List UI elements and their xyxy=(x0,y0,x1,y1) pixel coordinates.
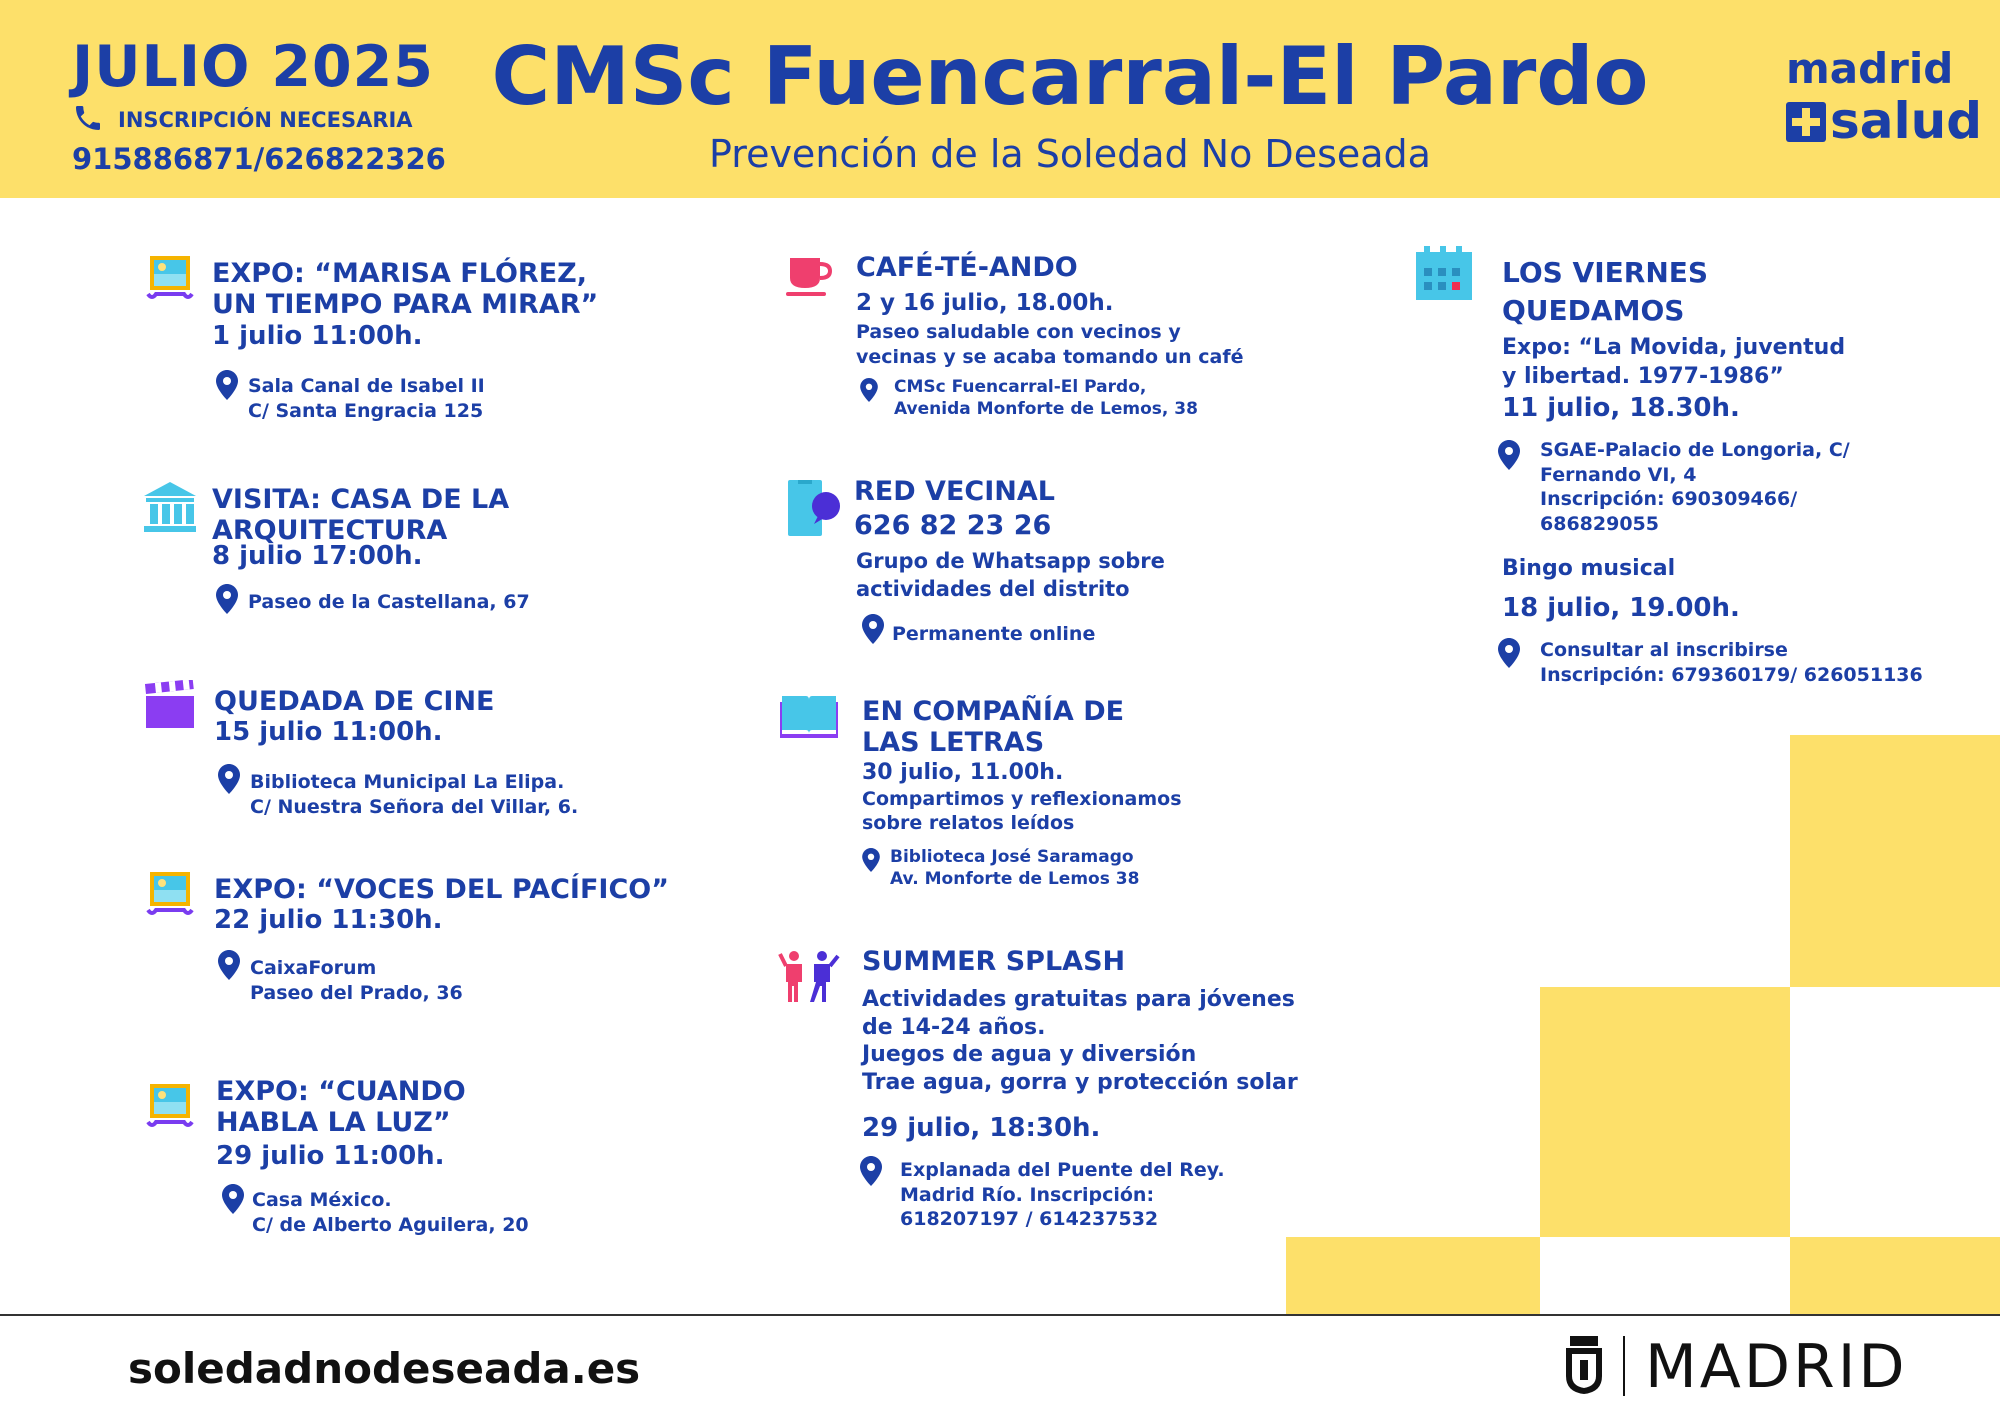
deco-square xyxy=(1540,987,1790,1237)
event-location: Consultar al inscribirse Inscripción: 679360179/ 626051136 xyxy=(1540,639,1923,686)
registration-note: INSCRIPCIÓN NECESARIA xyxy=(118,108,413,132)
event-location: CaixaForum Paseo del Prado, 36 xyxy=(250,957,463,1004)
event-location: SGAE-Palacio de Longoria, C/ Fernando VI, 4 Inscripción: 690309466/ 686829055 xyxy=(1540,439,1850,536)
logo-text-top: madrid xyxy=(1786,44,1954,93)
event-title: EN COMPAÑÍA DE LAS LETRAS xyxy=(862,696,1125,759)
page-title: CMSc Fuencarral-El Pardo xyxy=(491,30,1649,123)
page-subtitle: Prevención de la Soledad No Deseada xyxy=(709,132,1431,176)
cross-icon xyxy=(1786,102,1826,142)
event-description: Bingo musical xyxy=(1502,556,1676,581)
event-title: VISITA: CASA DE LA ARQUITECTURA xyxy=(212,484,510,547)
event-date: 29 julio, 18:30h. xyxy=(862,1113,1101,1143)
location-pin-icon xyxy=(1498,440,1520,470)
event-date: 22 julio 11:30h. xyxy=(214,905,443,935)
month-title: JULIO 2025 xyxy=(72,34,434,100)
museum-icon xyxy=(142,478,198,534)
location-pin-icon xyxy=(862,848,880,872)
event-date: 1 julio 11:00h. xyxy=(212,321,423,351)
event-date: 29 julio 11:00h. xyxy=(216,1141,445,1171)
event-location: Biblioteca José Saramago Av. Monforte de Lemos 38 xyxy=(890,847,1140,890)
location-pin-icon xyxy=(862,614,884,644)
event-phone: 626 82 23 26 xyxy=(854,510,1052,541)
event-description: Expo: “La Movida, juventud y libertad. 1977-1986” xyxy=(1502,335,1846,389)
location-pin-icon xyxy=(860,1156,882,1186)
calendar-icon xyxy=(1414,246,1474,302)
open-book-icon xyxy=(780,692,838,740)
event-date: 15 julio 11:00h. xyxy=(214,717,443,747)
location-pin-icon xyxy=(1498,638,1520,668)
coffee-cup-icon xyxy=(786,254,834,302)
event-location: Biblioteca Municipal La Elipa. C/ Nuestra Señora del Villar, 6. xyxy=(250,771,579,818)
footer-divider xyxy=(0,1314,2000,1316)
picture-icon xyxy=(146,254,194,302)
event-description: Paseo saludable con vecinos y vecinas y se acaba tomando un café xyxy=(856,321,1244,368)
event-title: SUMMER SPLASH xyxy=(862,946,1126,977)
event-title: QUEDADA DE CINE xyxy=(214,686,495,717)
deco-square xyxy=(1790,1237,2000,1314)
event-date: 2 y 16 julio, 18.00h. xyxy=(856,290,1114,316)
picture-icon xyxy=(146,870,194,918)
logo-text-bottom: salud xyxy=(1830,92,1983,150)
event-title: EXPO: “CUANDO HABLA LA LUZ” xyxy=(216,1076,466,1139)
registration-phones: 915886871/626822326 xyxy=(72,142,446,176)
logo-separator xyxy=(1623,1336,1625,1396)
location-pin-icon xyxy=(860,378,878,402)
event-description: Grupo de Whatsapp sobre actividades del distrito xyxy=(856,549,1165,601)
madrid-shield-icon xyxy=(1562,1336,1606,1396)
location-pin-icon xyxy=(218,950,240,980)
location-pin-icon xyxy=(216,584,238,614)
location-pin-icon xyxy=(216,370,238,400)
event-location: Permanente online xyxy=(892,623,1096,645)
people-dancing-icon xyxy=(778,950,840,1004)
event-title: RED VECINAL xyxy=(854,476,1055,507)
event-title: EXPO: “MARISA FLÓREZ, UN TIEMPO PARA MIRAR” xyxy=(212,258,599,321)
event-date: 18 julio, 19.00h. xyxy=(1502,593,1740,623)
picture-icon xyxy=(146,1082,194,1130)
madrid-logo-text: MADRID xyxy=(1645,1332,1908,1402)
event-title: EXPO: “VOCES DEL PACÍFICO” xyxy=(214,874,669,905)
event-location: Explanada del Puente del Rey. Madrid Río. Inscripción: 618207197 / 614237532 xyxy=(900,1159,1225,1231)
event-description: Compartimos y reflexionamos sobre relatos leídos xyxy=(862,788,1182,834)
event-location: CMSc Fuencarral-El Pardo, Avenida Monforte de Lemos, 38 xyxy=(894,377,1198,420)
event-location: Sala Canal de Isabel II C/ Santa Engracia 125 xyxy=(248,375,485,422)
deco-square xyxy=(1286,1237,1540,1314)
location-pin-icon xyxy=(222,1184,244,1214)
event-title: CAFÉ-TÉ-ANDO xyxy=(856,252,1078,283)
chat-phone-icon xyxy=(786,478,842,538)
event-description: Actividades gratuitas para jóvenes de 14-24 años. Juegos de agua y diversión Trae agua, gorra y protección solar xyxy=(862,987,1298,1096)
clapperboard-icon xyxy=(144,680,196,730)
event-date: 8 julio 17:00h. xyxy=(212,541,423,571)
location-pin-icon xyxy=(218,764,240,794)
event-date: 11 julio, 18.30h. xyxy=(1502,393,1740,423)
website-link[interactable]: soledadnodeseada.es xyxy=(128,1344,641,1393)
event-location: Casa México. C/ de Alberto Aguilera, 20 xyxy=(252,1189,529,1236)
event-date: 30 julio, 11.00h. xyxy=(862,760,1064,785)
event-location: Paseo de la Castellana, 67 xyxy=(248,591,530,613)
deco-square xyxy=(1790,735,2000,987)
event-title: LOS VIERNES QUEDAMOS xyxy=(1502,256,1709,327)
